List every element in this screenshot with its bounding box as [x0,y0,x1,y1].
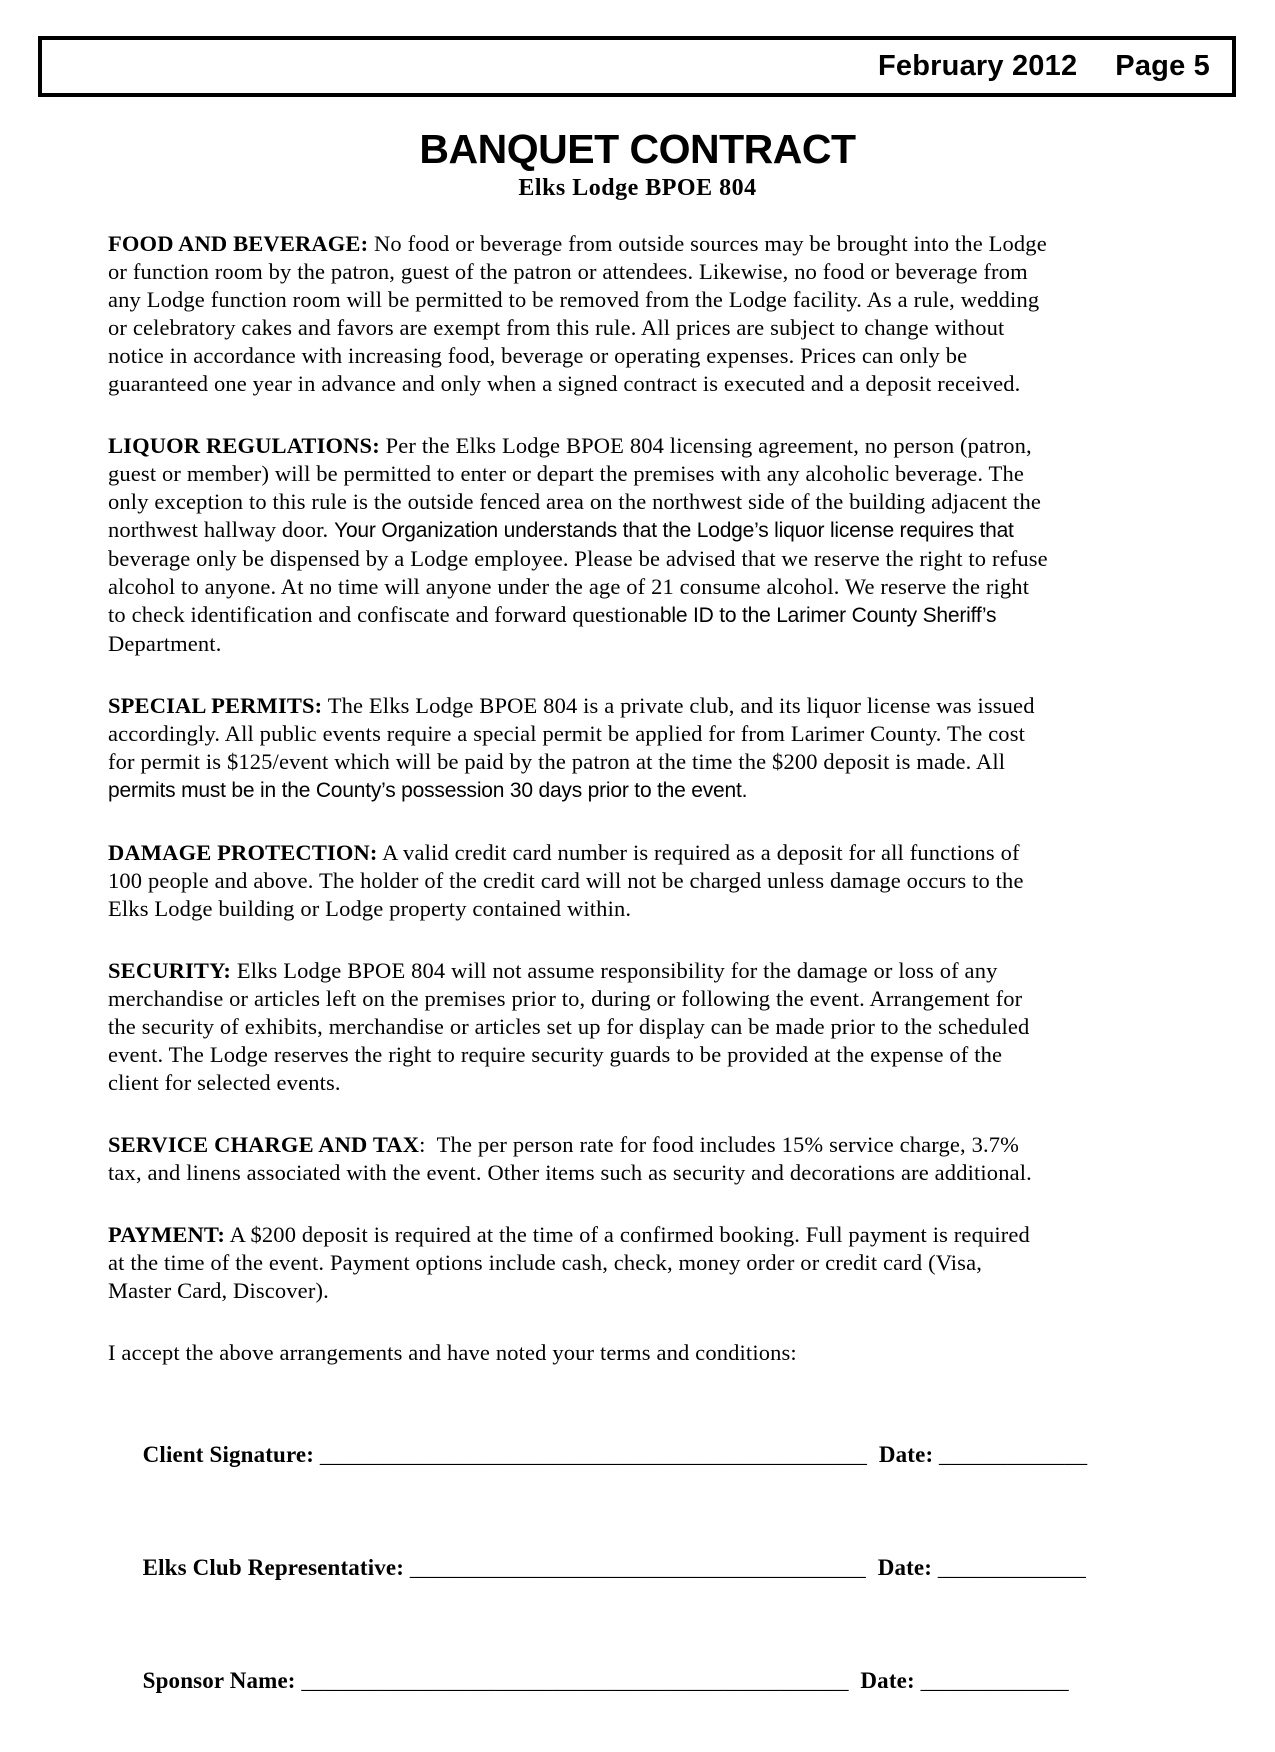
text-line [108,692,1188,720]
text-run: client for selected events. [108,1070,341,1095]
text-line [108,895,1188,923]
client-date-label: Date: [867,1442,934,1467]
text-line [108,1221,1188,1249]
text-run: guest or member) will be permitted to enter or depart the premises with any alcoholic beverage. The [108,461,1024,486]
text-run: FOOD AND BEVERAGE: [108,231,369,256]
text-line [108,230,1188,258]
signature-row-representative [108,1526,1188,1610]
client-date-line: _____________ [933,1442,1088,1467]
text-run: Your Organization understands that the Lodge’s liquor license requires that [334,519,1014,542]
text-line [108,839,1188,867]
paragraph-liquor-regulations [108,432,1188,658]
paragraph-payment [108,1221,1188,1305]
text-run: event. The Lodge reserves the right to require security guards to be provided at the expense of the [108,1042,1003,1067]
paragraph-security [108,957,1188,1097]
text-run: The Elks Lodge BPOE 804 is a private club, and its liquor license was issued [322,693,1035,718]
text-line [108,601,1188,630]
text-line [108,314,1188,342]
text-line [108,1131,1188,1159]
client-signature-label: Client Signature: [142,1442,315,1467]
page-header-box [38,36,1236,97]
text-run: at the time of the event. Payment options include cash, check, money order or credit card (Visa, [108,1250,983,1275]
sponsor-name-label: Sponsor Name: [142,1668,296,1693]
text-line [108,370,1188,398]
signature-row-sponsor [108,1639,1188,1723]
paragraphs-container [108,230,1188,1305]
text-run: PAYMENT: [108,1222,226,1247]
paragraph-food-and-beverage [108,230,1188,398]
text-run: Master Card, Discover). [108,1278,329,1303]
sponsor-signature-line: ________________________________________________ [295,1668,849,1693]
text-run: Elks Lodge building or Lodge property contained within. [108,896,632,921]
paragraph-damage-protection [108,839,1188,923]
text-line [108,985,1188,1013]
text-line [108,748,1188,776]
contract-body [108,230,1188,1752]
representative-label: Elks Club Representative: [142,1555,405,1580]
text-run: beverage only be dispensed by a Lodge employee. Please be advised that we reserve the right to refuse [108,546,1048,571]
paragraph-special-permits [108,692,1188,805]
representative-date-label: Date: [865,1555,933,1580]
text-run: SPECIAL PERMITS: [108,693,323,718]
document-title: BANQUET CONTRACT [419,126,856,172]
text-run: A $200 deposit is required at the time of a confirmed booking. Full payment is required [225,1222,1030,1247]
text-line [108,516,1188,545]
text-run: Department. [108,631,222,656]
text-run: alcohol to anyone. At no time will anyone under the age of 21 consume alcohol. We reserve the right [108,574,1030,599]
text-run: or function room by the patron, guest of the patron or attendees. Likewise, no food or beverage from [108,259,1028,284]
text-run: the security of exhibits, merchandise or articles set up for display can be made prior to the scheduled [108,1014,1030,1039]
text-line [108,776,1188,805]
text-line [108,867,1188,895]
text-line [108,460,1188,488]
text-line [108,342,1188,370]
sponsor-date-label: Date: [848,1668,915,1693]
text-run: SECURITY: [108,958,232,983]
text-run: for permit is $125/event which will be paid by the patron at the time the $200 deposit is made. All [108,749,1006,774]
text-line [108,1069,1188,1097]
client-signature-line: ________________________________________________ [314,1442,868,1467]
text-run: notice in accordance with increasing food, beverage or operating expenses. Prices can only be [108,343,968,368]
text-line [108,1277,1188,1305]
text-run: Elks Lodge BPOE 804 will not assume responsibility for the damage or loss of any [231,958,998,983]
text-run: : The per person rate for food includes 15% service charge, 3.7% [419,1132,1020,1157]
signature-row-client [108,1413,1188,1497]
text-run: merchandise or articles left on the premises prior to, during or following the event. Arrangement for [108,986,1023,1011]
text-line [108,1041,1188,1069]
acceptance-statement: I accept the above arrangements and have noted your terms and conditions: [108,1340,797,1365]
text-run: 100 people and above. The holder of the credit card will not be charged unless damage occurs to the [108,868,1024,893]
text-line [108,957,1188,985]
text-run: SERVICE CHARGE AND TAX [108,1132,420,1157]
title-block [0,126,1275,202]
header-page-number: Page 5 [1115,50,1210,82]
text-run: accordingly. All public events require a special permit be applied for from Larimer County. The cost [108,721,1025,746]
text-run: DAMAGE PROTECTION: [108,840,378,865]
text-run: tax, and linens associated with the event. Other items such as security and decorations are additional. [108,1160,1032,1185]
header-date: February 2012 [878,50,1078,82]
text-run: or celebratory cakes and favors are exempt from this rule. All prices are subject to change without [108,315,1005,340]
text-line [108,545,1188,573]
text-run: LIQUOR REGULATIONS: [108,433,380,458]
text-run: Per the Elks Lodge BPOE 804 licensing agreement, no person (patron, [379,433,1032,458]
text-run: guaranteed one year in advance and only when a signed contract is executed and a deposit received. [108,371,1021,396]
representative-date-line: _____________ [932,1555,1087,1580]
representative-signature-line: ________________________________________ [404,1555,866,1580]
text-run: No food or beverage from outside sources may be brought into the Lodge [368,231,1047,256]
text-line [108,432,1188,460]
document-subtitle: Elks Lodge BPOE 804 [518,175,757,201]
text-line [108,258,1188,286]
text-run: any Lodge function room will be permitted to be removed from the Lodge facility. As a rule, wedding [108,287,1040,312]
text-line [108,1159,1188,1187]
text-line [108,1013,1188,1041]
text-line [108,630,1188,658]
text-line [108,573,1188,601]
sponsor-date-line: _____________ [914,1668,1069,1693]
paragraph-service-charge-and-tax [108,1131,1188,1187]
text-line [108,720,1188,748]
text-line [108,488,1188,516]
text-line [108,1249,1188,1277]
text-run: northwest hallway door. [108,517,335,542]
text-run: A valid credit card number is required as a deposit for all functions of [377,840,1020,865]
text-run: permits must be in the County’s possession 30 days prior to the event. [108,779,748,802]
text-line [108,286,1188,314]
text-run: ble ID to the Larimer County Sheriff’s [659,604,997,627]
text-run: to check identification and confiscate and forward questiona [108,602,660,627]
text-run: only exception to this rule is the outside fenced area on the northwest side of the building adjacent the [108,489,1041,514]
